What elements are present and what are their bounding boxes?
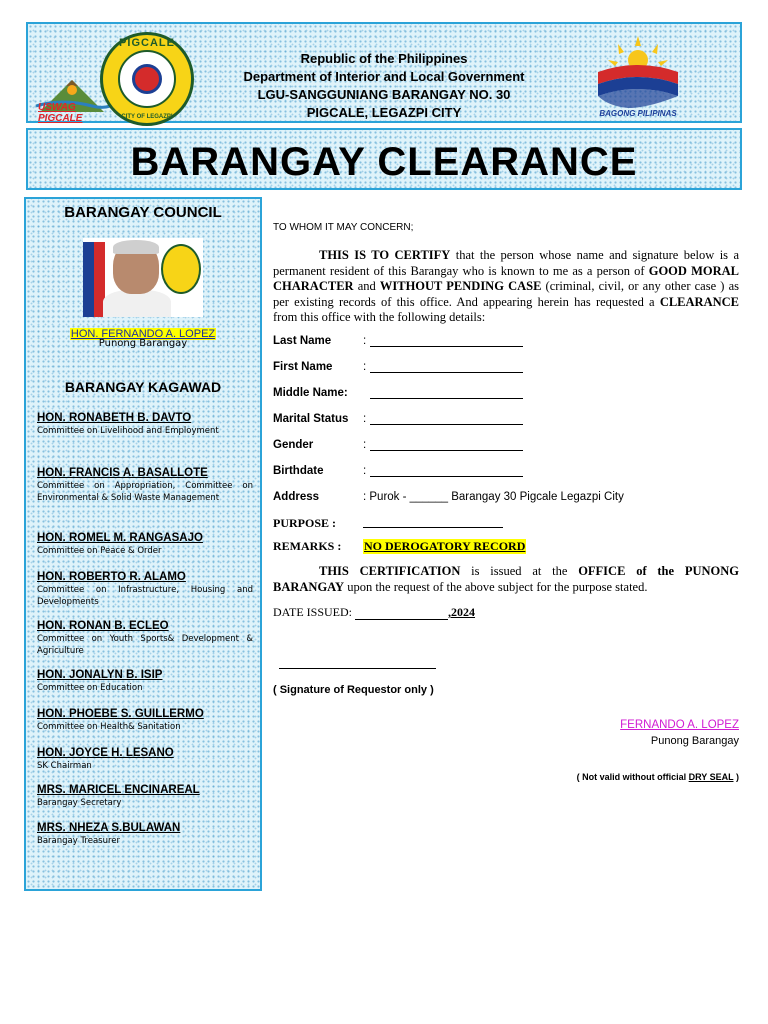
seal-emblem-icon [132, 64, 162, 94]
member-role: Committee on Health& Sanitation [37, 722, 181, 732]
member-role: Barangay Secretary [37, 798, 122, 808]
member-role: Committee on Peace & Order [37, 546, 162, 556]
header-line-1: Republic of the Philippines [300, 51, 468, 66]
member-name: HON. FRANCIS A. BASALLOTE [37, 467, 208, 479]
council-title: BARANGAY COUNCIL [64, 204, 222, 221]
council-member [37, 821, 253, 847]
member-role: Committee on Infrastructure, Housing and Developments [37, 585, 253, 607]
salutation: TO WHOM IT MAY CONCERN; [273, 222, 414, 233]
member-name: MRS. NHEZA S.BULAWAN [37, 822, 181, 834]
member-role: SK Chairman [37, 761, 92, 771]
bagong-pilipinas-logo: BAGONG PILIPINAS [588, 32, 688, 122]
council-member [37, 466, 253, 504]
council-member [37, 746, 253, 772]
address-value: : Purok - ______ Barangay 30 Pigcale Legazpi City [363, 491, 624, 503]
signatory-name: FERNANDO A. LOPEZ [620, 719, 739, 731]
dry-seal-note: ( Not valid without official DRY SEAL ) [576, 772, 739, 782]
date-issued[interactable]: DATE ISSUED: ,2024 [273, 605, 476, 619]
punong-role: Punong Barangay [98, 338, 188, 349]
photo-shirt [103, 290, 171, 317]
member-role: Barangay Treasurer [37, 836, 121, 846]
uswag-pigcale-logo: USWAG PIGCALE [32, 76, 122, 124]
pigcale-seal: PIGCALE CITY OF LEGAZPI [100, 32, 194, 126]
letterhead [26, 22, 742, 123]
member-role: Committee on Appropriation, Committee on Environmental & Solid Waste Management [37, 481, 253, 503]
signatory-role: Punong Barangay [650, 735, 739, 747]
photo-seal-icon [161, 244, 201, 294]
clearance-body: TO WHOM IT MAY CONCERN; THIS IS TO CERTIFY that the person whose name and signature below is a permanent resident of this Barangay who is known to me as a person of GOOD MORAL CHARACTER and WITHOUT PENDING CASE (criminal, civil, or any other case ) as per existing records of this office. And appearing herein has requested a CLEARANCE from this office with the following details: Last Name : First Name : Middle Name: Marital Status : Gender : Birthdate : Address : Purok - ______ Barangay 30 Pigcale Legazpi City PURPOSE : REMARKS : NO DEROGATORY RECORD THIS CERTIFICATION is issued at the OFFICE of the PUNONG BARANGAY upon the request of the above subject for the purpose stated. DATE ISSUED: ,2024 ( Signature of Requestor only ) FERNANDO A. LOPEZ Punong Barangay ( Not valid without official DRY SEAL ) [273, 222, 740, 782]
council-member [37, 783, 253, 809]
photo-hair [113, 240, 159, 254]
flag-icon [83, 242, 105, 317]
header-line-2: Department of Interior and Local Government [243, 69, 525, 84]
council-sidebar [24, 197, 262, 891]
member-name: HON. PHOEBE S. GUILLERMO [37, 708, 204, 720]
bagong-pilipinas-icon [588, 32, 688, 110]
member-name: HON. ROBERTO R. ALAMO [37, 571, 186, 583]
punong-name: HON. FERNANDO A. LOPEZ [70, 328, 216, 340]
signature-line[interactable] [279, 668, 436, 669]
certify-paragraph: THIS IS TO CERTIFY that the person whose name and signature below is a permanent resident of this Barangay who is known to me as a person of GOOD MORAL CHARACTER and WITHOUT PENDING CASE (criminal, civil, or any other case ) as per existing records of this office. And appearing herein has requested a CLEARANCE from this office with the following details: [273, 248, 740, 324]
council-member [37, 668, 253, 694]
council-member [37, 707, 253, 733]
title-band [26, 128, 742, 190]
member-role: Committee on Youth Sports& Development & Agriculture [37, 634, 253, 656]
member-name: HON. RONAN B. ECLEO [37, 620, 169, 632]
letterhead-text [168, 50, 600, 122]
member-name: MRS. MARICEL ENCINAREAL [37, 784, 200, 796]
signature-label: ( Signature of Requestor only ) [273, 684, 434, 696]
member-name: HON. JONALYN B. ISIP [37, 669, 163, 681]
header-line-4: PIGCALE, LEGAZPI CITY [306, 105, 462, 120]
member-role: Committee on Livelihood and Employment [37, 426, 219, 436]
council-member [37, 531, 253, 557]
header-line-3: LGU-SANGGUNIANG BARANGAY NO. 30 [257, 87, 511, 102]
member-name: HON. JOYCE H. LESANO [37, 747, 174, 759]
council-member [37, 411, 253, 437]
punong-photo [83, 238, 203, 317]
member-name: HON. RONABETH B. DAVTO [37, 412, 192, 424]
document-title: BARANGAY CLEARANCE [130, 140, 638, 184]
council-member [37, 619, 253, 657]
member-name: HON. ROMEL M. RANGASAJO [37, 532, 203, 544]
remarks-value: NO DEROGATORY RECORD [364, 539, 526, 553]
council-member [37, 570, 253, 608]
kagawad-title: BARANGAY KAGAWAD [64, 379, 222, 395]
certification-paragraph: THIS CERTIFICATION is issued at the OFFICE of the PUNONG BARANGAY upon the request of the above subject for the purpose stated. [273, 564, 739, 594]
member-role: Committee on Education [37, 683, 143, 693]
